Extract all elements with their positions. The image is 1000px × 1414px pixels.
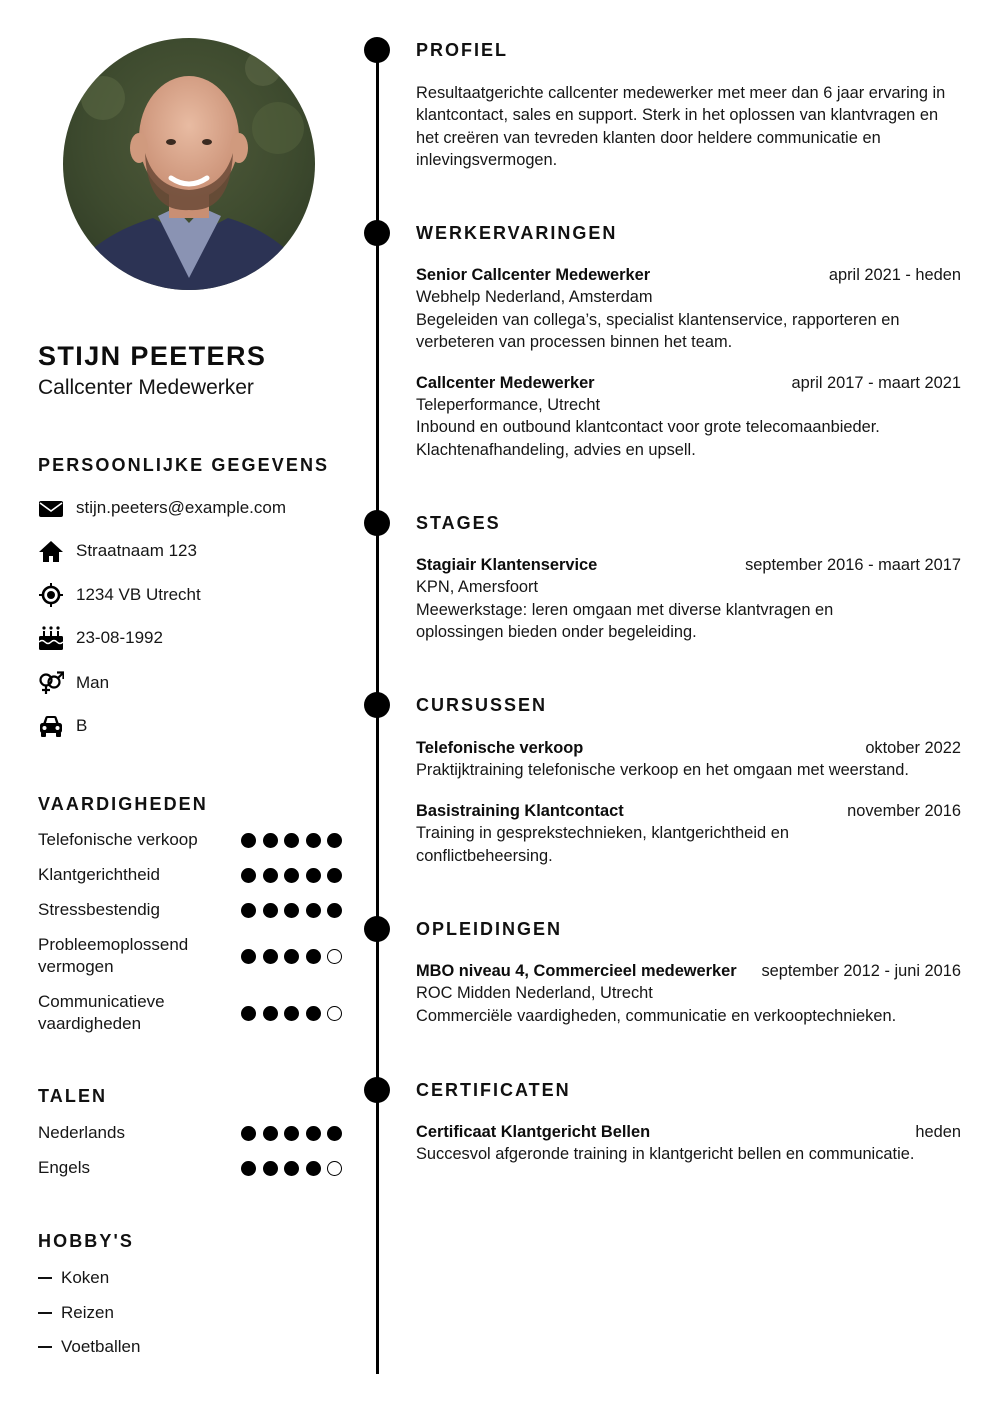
- language-rating: [241, 1161, 344, 1176]
- language-label: Nederlands: [38, 1123, 125, 1142]
- skill-item: [38, 864, 344, 899]
- filled-dot-icon: [327, 833, 342, 848]
- contact-email: [38, 495, 358, 538]
- language-rating: [241, 1126, 344, 1141]
- language-label: Engels: [38, 1158, 90, 1177]
- profile-heading: PROFIEL: [416, 40, 509, 60]
- email-value[interactable]: stijn.peeters@example.com: [76, 498, 287, 517]
- entry-title: MBO niveau 4, Commercieel medewerker: [416, 962, 737, 980]
- filled-dot-icon: [241, 1161, 256, 1176]
- hobby-item: [38, 1335, 140, 1370]
- entry-description: Succesvol afgeronde training in klantgericht bellen en communicatie.: [416, 1145, 915, 1164]
- entry-title: Senior Callcenter Medewerker: [416, 266, 651, 284]
- timeline-dot-education: [364, 916, 390, 942]
- skill-rating: [241, 833, 344, 848]
- contact-birthdate: [38, 625, 358, 670]
- timeline-dot-profile: [364, 37, 390, 63]
- filled-dot-icon: [241, 833, 256, 848]
- empty-dot-icon: [327, 949, 342, 964]
- profile-section: [416, 39, 961, 172]
- entry-date: oktober 2022: [865, 739, 961, 757]
- entry-date: april 2017 - maart 2021: [791, 373, 961, 392]
- entry-description: Praktijktraining telefonische verkoop en het omgaan met weerstand.: [416, 761, 909, 780]
- hobby-label: Reizen: [61, 1302, 114, 1322]
- entry-date: september 2016 - maart 2017: [745, 556, 961, 574]
- skill-label: Communicatieve vaardigheden: [38, 992, 165, 1033]
- filled-dot-icon: [241, 868, 256, 883]
- timeline-dot-certificates: [364, 1077, 390, 1103]
- contact-drivers-license: [38, 713, 358, 756]
- car-icon: [38, 713, 64, 739]
- internships-heading: STAGES: [416, 513, 501, 533]
- filled-dot-icon: [306, 868, 321, 883]
- entry-title: Telefonische verkoop: [416, 739, 584, 757]
- skills-heading: VAARDIGHEDEN: [38, 794, 208, 814]
- filled-dot-icon: [241, 1006, 256, 1021]
- experience-entry: [416, 264, 961, 354]
- entry-title: Callcenter Medewerker: [416, 373, 595, 392]
- entry-description: Inbound en outbound klantcontact voor grote telecomaanbieder. Klachtenafhandeling, advies en upsell.: [416, 418, 880, 459]
- location-crosshair-icon: [38, 582, 64, 608]
- entry-organization: KPN, Amersfoort: [416, 578, 539, 597]
- empty-dot-icon: [327, 1161, 342, 1176]
- skill-item: [38, 899, 344, 934]
- filled-dot-icon: [284, 949, 299, 964]
- filled-dot-icon: [327, 903, 342, 918]
- entry-description: Begeleiden van collega’s, specialist klantenservice, rapporteren en verbeteren van processen binnen het team.: [416, 310, 900, 352]
- city-value: 1234 VB Utrecht: [76, 584, 201, 604]
- gender-icon: [38, 670, 64, 696]
- hobby-item: [38, 1301, 140, 1336]
- filled-dot-icon: [284, 903, 299, 918]
- personal-details-list: [38, 495, 358, 756]
- empty-dot-icon: [327, 1006, 342, 1021]
- courses-section: [416, 694, 961, 867]
- entry-date: april 2021 - heden: [828, 266, 961, 284]
- experience-entry: [416, 372, 961, 462]
- course-entry: [416, 800, 961, 867]
- hobbies-heading: HOBBY'S: [38, 1231, 134, 1251]
- internships-section: [416, 512, 961, 644]
- language-item: [38, 1122, 344, 1157]
- filled-dot-icon: [263, 833, 278, 848]
- skill-rating: [241, 949, 344, 964]
- hobbies-list: [38, 1266, 140, 1370]
- gender-value: Man: [76, 672, 110, 692]
- entry-date: november 2016: [847, 801, 961, 820]
- filled-dot-icon: [241, 949, 256, 964]
- filled-dot-icon: [327, 1126, 342, 1141]
- education-entry: [416, 960, 961, 1027]
- skill-item: [38, 934, 344, 991]
- birthday-cake-icon: [38, 625, 64, 651]
- entry-title: Basistraining Klantcontact: [416, 801, 624, 820]
- skill-item: [38, 991, 344, 1048]
- filled-dot-icon: [306, 833, 321, 848]
- filled-dot-icon: [306, 1006, 321, 1021]
- course-entry: [416, 737, 961, 782]
- skill-label: Stressbestendig: [38, 900, 160, 919]
- contact-city: [38, 582, 358, 625]
- skill-label: Telefonische verkoop: [38, 830, 198, 849]
- filled-dot-icon: [284, 868, 299, 883]
- birthdate-value: 23-08-1992: [76, 627, 163, 647]
- skill-label: Klantgerichtheid: [38, 865, 160, 884]
- entry-organization: Webhelp Nederland, Amsterdam: [416, 288, 653, 307]
- filled-dot-icon: [263, 949, 278, 964]
- timeline-dot-courses: [364, 692, 390, 718]
- education-section: [416, 918, 961, 1027]
- contact-gender: [38, 670, 358, 713]
- hobby-item: [38, 1266, 140, 1301]
- internship-entry: [416, 554, 961, 644]
- filled-dot-icon: [263, 1006, 278, 1021]
- contact-address: [38, 538, 358, 581]
- entry-description: Meewerkstage: leren omgaan met diverse klantvragen en oplossingen bieden onder begeleiding.: [416, 600, 834, 642]
- filled-dot-icon: [263, 1126, 278, 1141]
- dash-bullet-icon: [38, 1346, 52, 1348]
- filled-dot-icon: [327, 868, 342, 883]
- skill-item: [38, 829, 344, 864]
- language-item: [38, 1157, 344, 1192]
- filled-dot-icon: [306, 903, 321, 918]
- filled-dot-icon: [241, 903, 256, 918]
- timeline-dot-experience: [364, 220, 390, 246]
- profile-text: Resultaatgerichte callcenter medewerker met meer dan 6 jaar ervaring in klantcontact, sales en support. Sterk in het oplossen van klantvragen en het creëren van tevreden klanten door heldere communicatie en inlevingsvermogen.: [416, 84, 946, 170]
- timeline-dot-internships: [364, 510, 390, 536]
- entry-date: heden: [915, 1123, 961, 1141]
- skill-rating: [241, 903, 344, 918]
- entry-organization: Teleperformance, Utrecht: [416, 396, 601, 415]
- filled-dot-icon: [284, 1006, 299, 1021]
- filled-dot-icon: [263, 868, 278, 883]
- filled-dot-icon: [284, 833, 299, 848]
- skill-label: Probleemoplossend vermogen: [38, 935, 189, 976]
- address-value: Straatnaam 123: [76, 541, 197, 561]
- skill-rating: [241, 1006, 344, 1021]
- filled-dot-icon: [284, 1126, 299, 1141]
- skills-list: [38, 829, 344, 1048]
- filled-dot-icon: [306, 1126, 321, 1141]
- languages-heading: TALEN: [38, 1086, 108, 1106]
- certificates-section: [416, 1079, 961, 1166]
- drivers-license-value: B: [76, 716, 88, 736]
- hobby-label: Voetballen: [61, 1337, 141, 1357]
- personal-details-heading: PERSOONLIJKE GEGEVENS: [38, 455, 330, 475]
- person-name: STIJN PEETERS: [38, 341, 267, 371]
- skill-rating: [241, 868, 344, 883]
- education-heading: OPLEIDINGEN: [416, 919, 563, 939]
- person-role: Callcenter Medewerker: [38, 376, 254, 399]
- certificate-entry: [416, 1121, 961, 1166]
- experience-section: [416, 222, 961, 461]
- filled-dot-icon: [284, 1161, 299, 1176]
- profile-photo: [63, 38, 315, 290]
- portrait-image: [63, 38, 315, 290]
- entry-title: Stagiair Klantenservice: [416, 556, 598, 574]
- filled-dot-icon: [306, 1161, 321, 1176]
- filled-dot-icon: [241, 1126, 256, 1141]
- dash-bullet-icon: [38, 1312, 52, 1314]
- experience-heading: WERKERVARINGEN: [416, 223, 618, 243]
- entry-organization: ROC Midden Nederland, Utrecht: [416, 984, 653, 1003]
- entry-date: september 2012 - juni 2016: [761, 962, 961, 980]
- filled-dot-icon: [306, 949, 321, 964]
- languages-list: [38, 1122, 344, 1192]
- filled-dot-icon: [263, 1161, 278, 1176]
- courses-heading: CURSUSSEN: [416, 695, 548, 715]
- certificates-heading: CERTIFICATEN: [416, 1080, 571, 1100]
- dash-bullet-icon: [38, 1277, 52, 1279]
- entry-description: Commerciële vaardigheden, communicatie en verkooptechnieken.: [416, 1006, 897, 1025]
- envelope-icon: [38, 495, 64, 521]
- filled-dot-icon: [263, 903, 278, 918]
- entry-description: Training in gesprekstechnieken, klantgerichtheid en conflictbeheersing.: [416, 824, 789, 865]
- home-icon: [38, 538, 64, 564]
- entry-title: Certificaat Klantgericht Bellen: [416, 1123, 651, 1141]
- hobby-label: Koken: [61, 1268, 110, 1287]
